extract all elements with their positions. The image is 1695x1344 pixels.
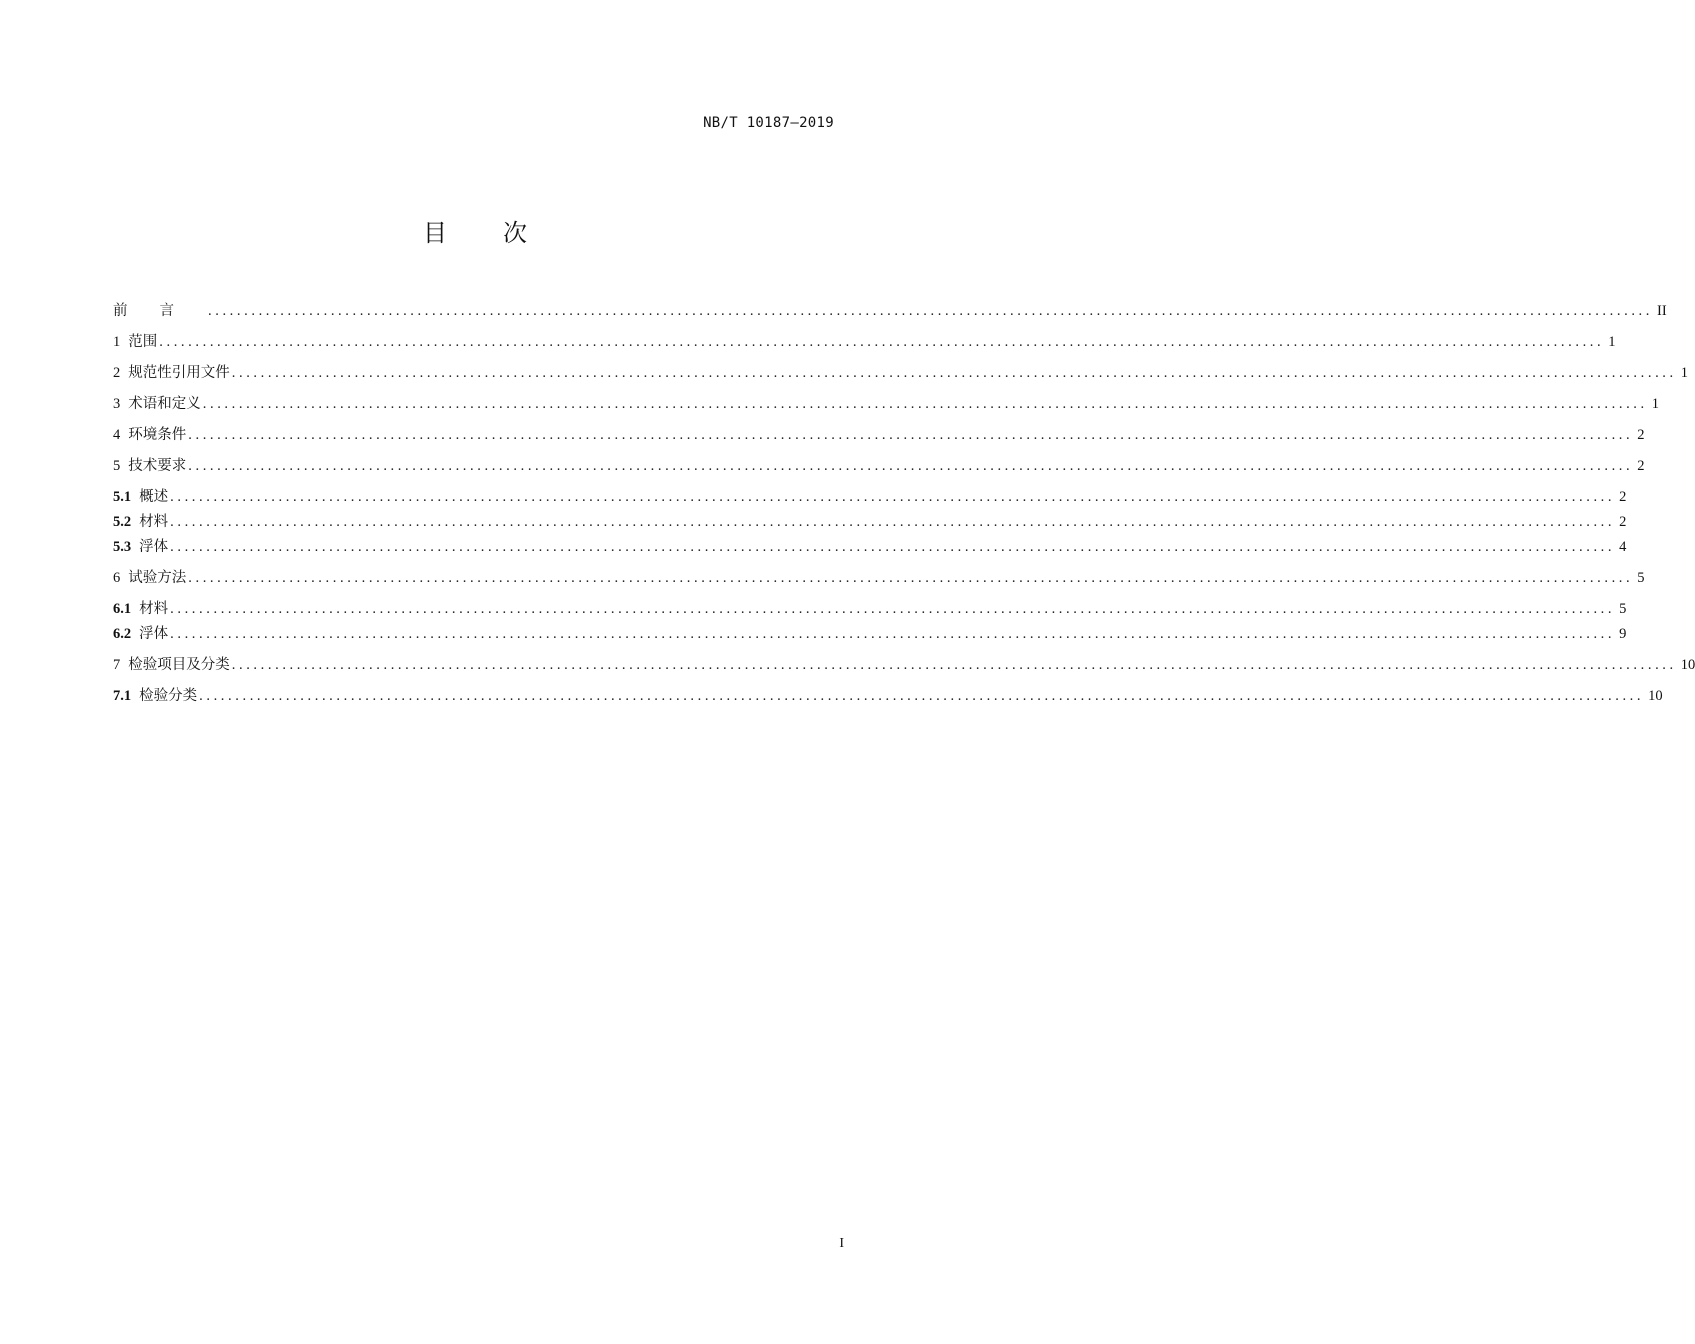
toc-entry-foreword[interactable] (113, 300, 1667, 322)
toc-entry-number: 3 (113, 396, 121, 412)
toc-entry-4[interactable] (113, 424, 1645, 446)
toc-entry-page: 2 (1619, 514, 1627, 530)
toc-entry-number: 4 (113, 427, 121, 443)
toc-entry-6-2[interactable] (113, 623, 1627, 645)
toc-entry-page: 9 (1619, 626, 1627, 642)
toc-entry-7-1[interactable] (113, 685, 1663, 707)
toc-leader-dots: ........................................................................................................................................................................................................ (170, 626, 1616, 642)
toc-entry-label: 浮体 (139, 626, 169, 642)
toc-entry-page: 4 (1619, 539, 1627, 555)
toc-entry-number: 2 (113, 365, 121, 381)
toc-entry-5-1[interactable] (113, 486, 1627, 508)
toc-entry-5-2[interactable] (113, 511, 1627, 533)
toc-entry-page: 10 (1648, 688, 1663, 704)
page-number: I (839, 1236, 844, 1251)
toc-leader-dots: ........................................................................................................................................................................................................ (188, 570, 1634, 586)
toc-entry-6[interactable] (113, 567, 1645, 589)
toc-leader-dots: ........................................................................................................................................................................................................ (231, 657, 1677, 673)
toc-entry-page: 5 (1637, 570, 1645, 586)
toc-entry-label: 术语和定义 (128, 396, 201, 412)
toc-entry-5-3[interactable] (113, 536, 1627, 558)
toc-entry-label: 技术要求 (128, 458, 187, 474)
toc-entry-label: 材料 (139, 514, 169, 530)
toc-entry-label: 检验分类 (139, 688, 198, 704)
toc-leader-dots: ........................................................................................................................................................................................................ (170, 514, 1616, 530)
toc-leader-dots: ........................................................................................................................................................................................................ (208, 303, 1653, 319)
standard-code: NB/T 10187—2019 (703, 115, 834, 131)
toc-entry-1[interactable] (113, 331, 1616, 353)
toc-entry-label: 前言 (113, 303, 206, 319)
toc-entry-label: 范围 (128, 334, 158, 350)
toc-entry-label: 检验项目及分类 (128, 657, 230, 673)
toc-entry-label: 材料 (139, 601, 169, 617)
toc-entry-number: 5.2 (113, 514, 132, 530)
toc-entry-number: 6 (113, 570, 121, 586)
toc-entry-page: 10 (1680, 657, 1695, 673)
toc-entry-2[interactable] (113, 362, 1688, 384)
toc-entry-label: 试验方法 (128, 570, 187, 586)
toc-leader-dots: ........................................................................................................................................................................................................ (188, 427, 1634, 443)
toc-entry-number: 5.3 (113, 539, 132, 555)
toc-entry-page: II (1657, 303, 1667, 319)
toc-entry-label: 规范性引用文件 (128, 365, 230, 381)
toc-entry-3[interactable] (113, 393, 1659, 415)
toc-entry-6-1[interactable] (113, 598, 1627, 620)
toc-entry-page: 1 (1651, 396, 1659, 412)
toc-entry-label: 环境条件 (128, 427, 187, 443)
toc-entry-label: 概述 (139, 489, 169, 505)
toc-entry-number: 1 (113, 334, 121, 350)
toc-entry-page: 1 (1608, 334, 1616, 350)
toc-entry-number: 6.1 (113, 601, 132, 617)
toc-entry-number: 5.1 (113, 489, 132, 505)
toc-entry-page: 2 (1619, 489, 1627, 505)
toc-entry-page: 2 (1637, 458, 1645, 474)
toc-entry-page: 2 (1637, 427, 1645, 443)
toc-leader-dots: ........................................................................................................................................................................................................ (188, 458, 1634, 474)
toc-entry-5[interactable] (113, 455, 1645, 477)
toc-entry-7[interactable] (113, 654, 1695, 676)
toc-leader-dots: ........................................................................................................................................................................................................ (170, 539, 1616, 555)
toc-entry-page: 5 (1619, 601, 1627, 617)
toc-entry-number: 6.2 (113, 626, 132, 642)
toc-leader-dots: ........................................................................................................................................................................................................ (170, 601, 1616, 617)
page-title: 目次 (423, 219, 583, 247)
toc-entry-page: 1 (1680, 365, 1688, 381)
toc-entry-number: 7 (113, 657, 121, 673)
toc-leader-dots: ........................................................................................................................................................................................................ (199, 688, 1645, 704)
toc-leader-dots: ........................................................................................................................................................................................................ (159, 334, 1605, 350)
toc-entry-number: 5 (113, 458, 121, 474)
toc-entry-number: 7.1 (113, 688, 132, 704)
toc-entry-label: 浮体 (139, 539, 169, 555)
toc-leader-dots: ........................................................................................................................................................................................................ (202, 396, 1648, 412)
toc-leader-dots: ........................................................................................................................................................................................................ (231, 365, 1677, 381)
toc-leader-dots: ........................................................................................................................................................................................................ (170, 489, 1616, 505)
